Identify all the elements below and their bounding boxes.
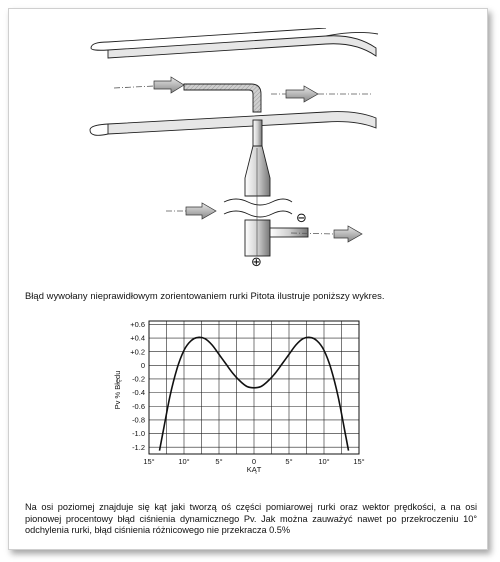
- total-pressure-plus-sign: ⊕: [251, 255, 262, 270]
- y-tick-label: 0: [140, 360, 145, 370]
- diagram-caption: Błąd wywołany nieprawidłowym zorientowaniem rurki Pitota ilustruje poniższy wykres.: [25, 290, 385, 301]
- y-tick-label: +0.6: [130, 320, 145, 330]
- y-tick-label: -0.4: [132, 388, 145, 398]
- x-tick-label: 5°: [285, 457, 293, 466]
- static-port-branch: [270, 228, 308, 237]
- pitot-stem-upper: [253, 120, 262, 146]
- x-tick-label: 5°: [215, 457, 223, 466]
- x-tick-label: 10°: [318, 457, 330, 466]
- x-axis-label: KĄT: [246, 465, 262, 474]
- x-tick-label: 15°: [143, 457, 155, 466]
- y-tick-label: -0.8: [132, 415, 145, 425]
- outside-flow-arrow-left: [166, 203, 216, 219]
- y-tick-label: -0.6: [132, 401, 145, 411]
- y-tick-label: +0.4: [130, 333, 145, 343]
- y-tick-label: -1.2: [132, 442, 145, 452]
- y-tick-label: -1.0: [132, 429, 145, 439]
- x-tick-label: 10°: [178, 457, 190, 466]
- y-tick-label: +0.2: [130, 347, 145, 357]
- pitot-probe-head: [184, 84, 261, 112]
- pitot-stem-lower: [245, 220, 270, 256]
- y-tick-label: -0.2: [132, 374, 145, 384]
- pitot-stem-taper: [245, 146, 270, 196]
- chart-explanation: Na osi poziomej znajduje się kąt jaki tworzą oś części pomiarowej rurki oraz wektor prędkości, a na osi pionowej procentowy błąd ciśnienia dynamicznego Pv. Jak można zauważyć nawet po przekroczeniu 10° odchylenia rurki, błąd ciśnienia różnicowego nie przekracza 0.5%: [25, 502, 477, 536]
- x-tick-label: 0: [251, 457, 257, 466]
- y-tick-labels: [130, 320, 145, 452]
- pitot-tube-diagram: [86, 28, 386, 273]
- flow-arrow-right: [271, 86, 372, 102]
- y-axis-label: Pv % Błędu: [113, 370, 122, 410]
- x-tick-label: 15°: [353, 457, 365, 466]
- flow-arrow-left: [114, 77, 184, 93]
- angle-error-chart: [112, 318, 372, 476]
- pipe-lower-wall: [108, 112, 376, 134]
- static-pressure-minus-sign: ⊖: [296, 211, 307, 226]
